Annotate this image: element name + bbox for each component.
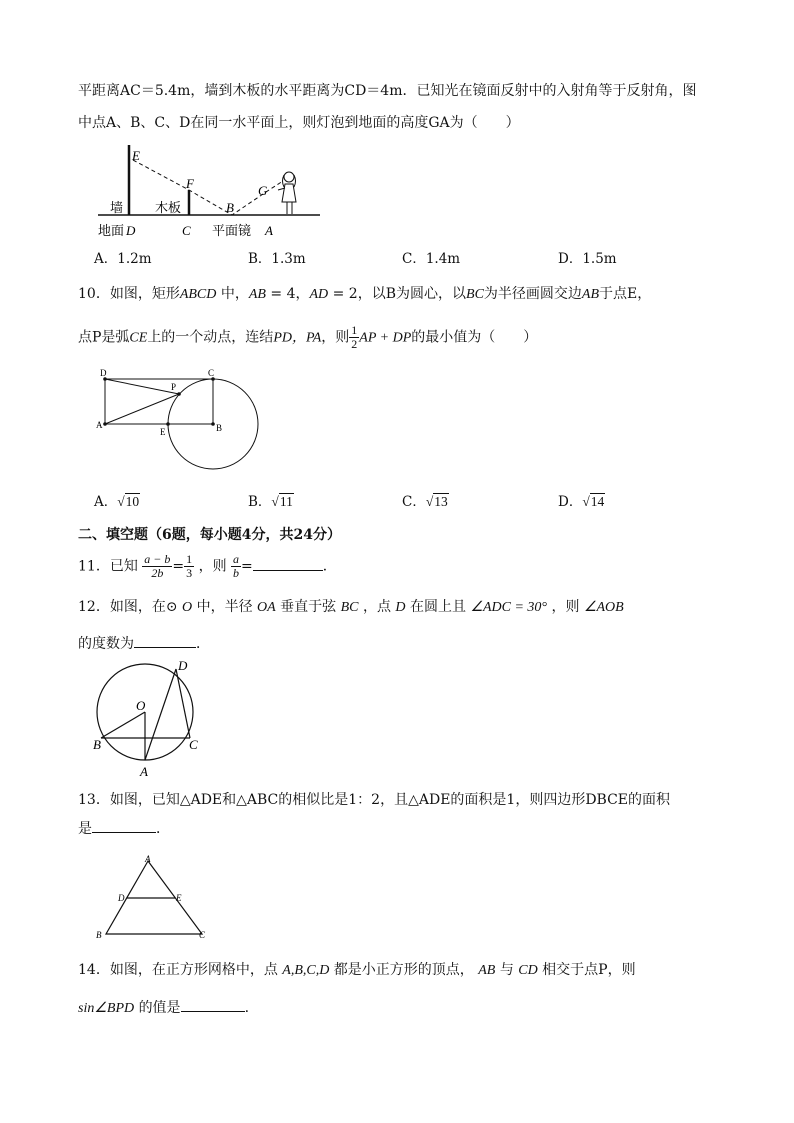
q13-text-line1: 13．如图，已知△ADE和△ABC的相似比是1：2，且△ADE的面积是1，则四边形DBCE的面积: [78, 792, 671, 808]
q9-option-a: A．1.2m: [94, 251, 152, 267]
q10-option-b: B．√11: [248, 494, 293, 510]
q10-figure: [92, 365, 272, 475]
q10-option-d: D．√14: [558, 494, 605, 510]
label-C: C: [199, 930, 206, 940]
q14-text-line2: sin∠BPD 的值是 .: [78, 997, 249, 1019]
half-fraction: $\frac{1}{2}$: [351, 323, 358, 351]
label-D: D: [100, 368, 107, 378]
q12-text-line1: 12．如图，在⊙ O 中，半径 OA 垂直于弦 BC ，点 D 在圆上且 ∠ADC = 30° ，则 ∠AOB: [78, 599, 624, 615]
q9-option-c: C．1.4m: [402, 251, 461, 267]
label-B: B: [226, 200, 234, 215]
label-B: B: [96, 930, 102, 940]
answer-blank[interactable]: [181, 997, 245, 1012]
label-A: A: [145, 854, 151, 864]
answer-blank[interactable]: [134, 633, 196, 648]
label-P: P: [171, 382, 177, 392]
label-D: D: [178, 658, 188, 673]
label-mirror: 平面镜: [212, 223, 252, 238]
q13-figure: [90, 852, 220, 944]
label-F: F: [186, 176, 194, 191]
label-A: A: [265, 223, 273, 238]
label-C: C: [182, 223, 191, 238]
label-G: G: [258, 183, 268, 198]
label-A: A: [140, 764, 148, 779]
label-ground: 地面: [98, 223, 125, 238]
label-O: O: [136, 698, 146, 713]
answer-blank[interactable]: [253, 556, 323, 571]
q9-option-d: D．1.5m: [558, 251, 617, 267]
q9-text-line1: 平距离AC＝5.4m，墙到木板的水平距离为CD＝4m．已知光在镜面反射中的入射角等于反射角，图: [78, 83, 697, 99]
q9-figure: [92, 140, 332, 245]
segment-dc: [176, 669, 190, 738]
answer-blank[interactable]: [92, 818, 156, 833]
q10-text-line1: 10．如图，矩形ABCD 中，AB = 4，AD = 2，以B为圆心，以BC为半径画圆交边AB于点E，: [78, 286, 652, 302]
label-E: E: [132, 148, 140, 163]
label-C: C: [189, 737, 198, 752]
girl-icon: [278, 172, 296, 214]
section-heading: 二、填空题（6题，每小题4分，共24分）: [78, 527, 341, 543]
label-A: A: [96, 420, 103, 430]
label-B: B: [93, 737, 101, 752]
label-E: E: [160, 427, 166, 437]
label-D: D: [118, 893, 125, 903]
label-wall: 墙: [110, 200, 124, 215]
q14-text-line1: 14．如图，在正方形网格中，点 A,B,C,D 都是小正方形的顶点， AB 与 CD 相交于点P，则: [78, 962, 636, 978]
q13-text-line2: 是 ．: [78, 818, 170, 839]
q10-option-a: A．√10: [94, 494, 140, 510]
q9-text-line2: 中点A、B、C、D在同一水平面上，则灯泡到地面的高度GA为（ ）: [78, 115, 520, 131]
q11-text: 11．已知 $\frac{a - b}{2b}$ = $\frac{1}{3}$ ，则 $\frac{a}{b}$ = ．: [78, 552, 337, 580]
label-D: D: [126, 223, 136, 238]
q10-text-line2: 点P是弧CE上的一个动点，连结PD，PA，则 $\frac{1}{2}$ AP + DP的最小值为（ ）: [78, 323, 538, 351]
segment-ad: [145, 669, 176, 760]
label-board: 木板: [155, 200, 182, 215]
q12-figure: [90, 656, 210, 782]
label-E: E: [176, 893, 182, 903]
segment-pd: [105, 379, 179, 394]
q12-text-line2: 的度数为 ．: [78, 633, 210, 654]
q10-option-c: C．√13: [402, 494, 448, 510]
label-C: C: [208, 368, 215, 378]
label-B: B: [216, 423, 223, 433]
q9-option-b: B．1.3m: [248, 251, 306, 267]
radius-ob: [101, 712, 145, 738]
